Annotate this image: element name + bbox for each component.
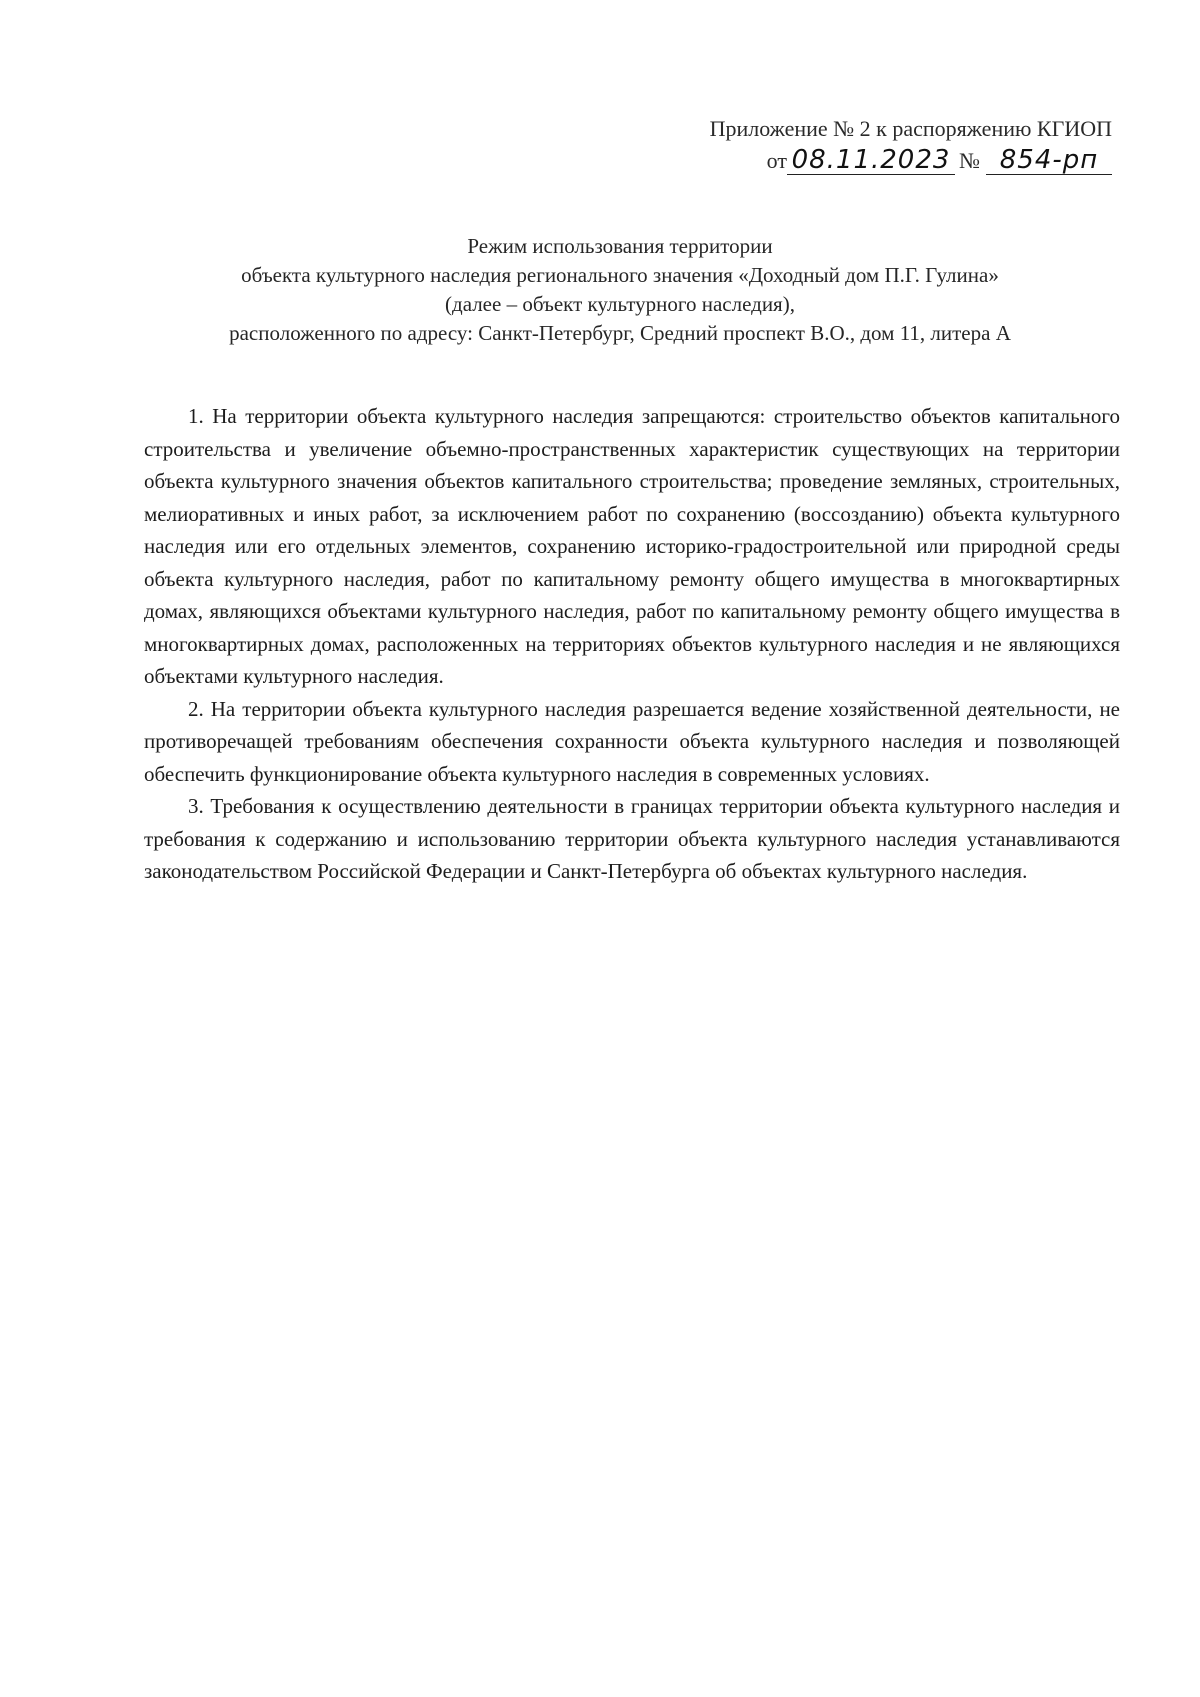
handwritten-date: 08.11.2023 <box>787 146 955 175</box>
title-line-3: (далее – объект культурного наследия), <box>445 292 795 316</box>
paragraph-1: 1. На территории объекта культурного наследия запрещаются: строительство объектов капитального строительства и увеличение объемно-пространственных характеристик существующих на территории объекта культурного значения объектов капитального строительства; проведение земляных, строительных, мелиоративных и иных работ, за исключением работ по сохранению (воссозданию) объекта культурного наследия или его отдельных элементов, сохранению историко-градостроительной или природной среды объекта культурного наследия, работ по капитальному ремонту общего имущества в многоквартирных домах, являющихся объектами культурного наследия, работ по капитальному ремонту общего имущества в многоквартирных домах, расположенных на территориях объектов культурного наследия и не являющихся объектами культурного наследия. <box>144 404 1120 688</box>
title-line-4: расположенного по адресу: Санкт-Петербург, Средний проспект В.О., дом 11, литера А <box>229 321 1011 345</box>
document-body <box>144 400 1120 888</box>
number-sign: № <box>959 148 980 173</box>
appendix-header <box>710 114 1112 176</box>
title-line-1: Режим использования территории <box>467 234 773 258</box>
title-line-2: объекта культурного наследия регионального значения «Доходный дом П.Г. Гулина» <box>241 263 999 287</box>
paragraph-3: 3. Требования к осуществлению деятельности в границах территории объекта культурного наследия и требования к содержанию и использованию территории объекта культурного наследия устанавливаются законодательством Российской Федерации и Санкт-Петербурга об объектах культурного наследия. <box>144 794 1120 883</box>
paragraph-2: 2. На территории объекта культурного наследия разрешается ведение хозяйственной деятельности, не противоречащей требованиям обеспечения сохранности объекта культурного наследия и позволяющей обеспечить функционирование объекта культурного наследия в современных условиях. <box>144 696 1120 786</box>
appendix-reference: Приложение № 2 к распоряжению КГИОП <box>709 116 1112 141</box>
from-label: от <box>766 148 787 173</box>
document-title <box>130 232 1110 348</box>
order-date-number <box>710 146 1112 176</box>
handwritten-order-number: 854-рп <box>986 146 1112 175</box>
